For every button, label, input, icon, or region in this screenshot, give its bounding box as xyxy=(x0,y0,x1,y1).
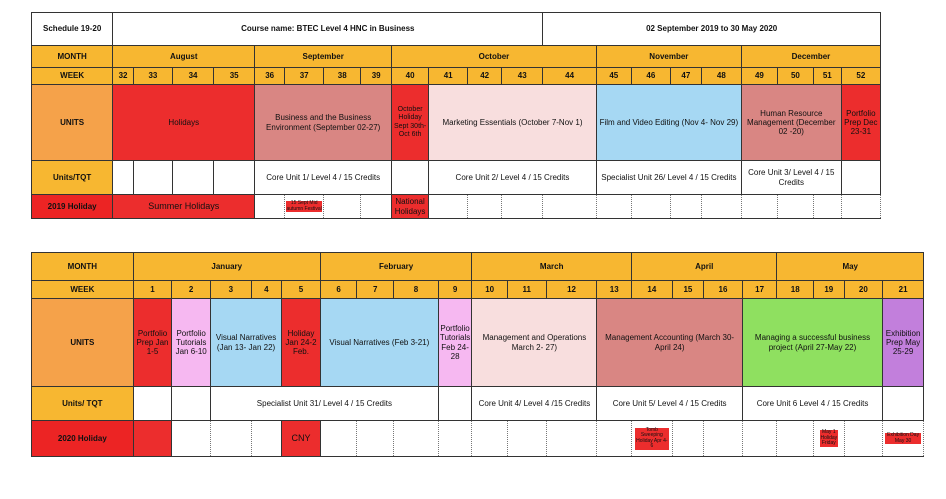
week-cell: 38 xyxy=(324,68,361,85)
holiday-label: 2020 Holiday xyxy=(32,421,134,457)
month-cell: October xyxy=(392,46,597,68)
week-cell: 8 xyxy=(394,281,439,299)
week-cell: 46 xyxy=(631,68,670,85)
week-label: WEEK xyxy=(32,281,134,299)
tqt-cell: Core Unit 5/ Level 4 / 15 Credits xyxy=(597,387,742,421)
holiday-cell: Exhibition Day May 30 xyxy=(887,432,920,444)
unit-block: Managing a successful business project (April 27-May 22) xyxy=(742,299,882,387)
week-cell: 48 xyxy=(701,68,741,85)
week-cell: 20 xyxy=(844,281,883,299)
week-cell: 51 xyxy=(813,68,841,85)
tqt-cell: Specialist Unit 31/ Level 4 / 15 Credits xyxy=(210,387,438,421)
unit-block: Human Resource Management (December 02 -20) xyxy=(741,85,841,161)
week-cell: 42 xyxy=(468,68,502,85)
week-cell: 49 xyxy=(741,68,777,85)
week-cell: 21 xyxy=(883,281,924,299)
tqt-cell: Core Unit 1/ Level 4 / 15 Credits xyxy=(255,161,392,195)
week-cell: 14 xyxy=(632,281,673,299)
month-cell: December xyxy=(741,46,880,68)
unit-block: Portfolio Tutorials Feb 24-28 xyxy=(438,299,472,387)
tqt-label: Units/TQT xyxy=(32,161,113,195)
unit-block: Exhibition Prep May 25-29 xyxy=(883,299,924,387)
holiday-cell: 15 Sept Mid autumn Festival xyxy=(286,200,322,212)
week-cell: 35 xyxy=(214,68,255,85)
week-cell: 10 xyxy=(472,281,508,299)
week-cell: 18 xyxy=(777,281,814,299)
week-cell: 6 xyxy=(320,281,357,299)
unit-block: Portfolio Prep Jan 1-5 xyxy=(133,299,172,387)
unit-block: Portfolio Tutorials Jan 6-10 xyxy=(172,299,211,387)
week-cell: 3 xyxy=(210,281,251,299)
unit-block: Holiday Jan 24-2 Feb. xyxy=(282,299,321,387)
week-cell: 33 xyxy=(133,68,172,85)
week-cell: 5 xyxy=(282,281,321,299)
unit-block: Management Accounting (March 30- April 24) xyxy=(597,299,742,387)
unit-block: Marketing Essentials (October 7-Nov 1) xyxy=(429,85,597,161)
unit-block: Visual Narratives (Jan 13- Jan 22) xyxy=(210,299,281,387)
week-cell: 16 xyxy=(704,281,743,299)
week-cell: 17 xyxy=(742,281,777,299)
week-cell: 32 xyxy=(113,68,134,85)
schedule-table-2020 xyxy=(31,252,924,457)
holiday-cell: CNY xyxy=(282,421,321,457)
unit-block: Holidays xyxy=(113,85,255,161)
week-cell: 9 xyxy=(438,281,472,299)
holiday-cell: Summer Holidays xyxy=(113,195,255,219)
month-cell: January xyxy=(133,253,320,281)
unit-block: Management and Operations March 2- 27) xyxy=(472,299,597,387)
month-cell: November xyxy=(596,46,741,68)
units-label: UNITS xyxy=(32,299,134,387)
tqt-cell: Core Unit 3/ Level 4 / 15 Credits xyxy=(741,161,841,195)
week-cell: 19 xyxy=(814,281,845,299)
week-cell: 50 xyxy=(777,68,813,85)
week-cell: 40 xyxy=(392,68,429,85)
units-label: UNITS xyxy=(32,85,113,161)
week-cell: 15 xyxy=(672,281,704,299)
unit-block: Visual Narratives (Feb 3-21) xyxy=(320,299,438,387)
tqt-cell: Specialist Unit 26/ Level 4 / 15 Credits xyxy=(596,161,741,195)
week-cell: 4 xyxy=(251,281,282,299)
schedule-title: Schedule 19-20 xyxy=(32,13,113,46)
course-name: Course name: BTEC Level 4 HNC in Business xyxy=(113,13,543,46)
holiday-cell: May 1 Holiday Friday xyxy=(820,429,838,447)
week-cell: 7 xyxy=(357,281,394,299)
week-cell: 44 xyxy=(543,68,597,85)
week-cell: 2 xyxy=(172,281,211,299)
month-cell: April xyxy=(632,253,777,281)
week-label: WEEK xyxy=(32,68,113,85)
week-cell: 13 xyxy=(597,281,632,299)
week-cell: 45 xyxy=(596,68,631,85)
month-cell: May xyxy=(777,253,924,281)
week-cell: 47 xyxy=(670,68,701,85)
tqt-cell: Core Unit 2/ Level 4 / 15 Credits xyxy=(429,161,597,195)
unit-block: Portfolio Prep Dec 23-31 xyxy=(841,85,880,161)
week-cell: 36 xyxy=(255,68,285,85)
holiday-cell: National Holidays xyxy=(392,195,429,219)
week-cell: 41 xyxy=(429,68,468,85)
date-range: 02 September 2019 to 30 May 2020 xyxy=(543,13,881,46)
month-cell: February xyxy=(320,253,472,281)
month-cell: August xyxy=(113,46,255,68)
unit-block: Business and the Business Environment (September 02-27) xyxy=(255,85,392,161)
week-cell: 1 xyxy=(133,281,172,299)
week-cell: 12 xyxy=(546,281,597,299)
month-label: MONTH xyxy=(32,253,134,281)
month-label: MONTH xyxy=(32,46,113,68)
tqt-cell: Core Unit 6 Level 4 / 15 Credits xyxy=(742,387,882,421)
tqt-label: Units/ TQT xyxy=(32,387,134,421)
week-cell: 52 xyxy=(841,68,880,85)
week-cell: 43 xyxy=(502,68,543,85)
unit-block: Film and Video Editing (Nov 4- Nov 29) xyxy=(596,85,741,161)
unit-block: October Holiday Sept 30th- Oct 6th xyxy=(392,85,429,161)
holiday-cell: Tomb Sweeping Holiday Apr 4-6 xyxy=(636,426,668,449)
holiday-label: 2019 Holiday xyxy=(32,195,113,219)
week-cell: 11 xyxy=(507,281,546,299)
week-cell: 39 xyxy=(361,68,392,85)
week-cell: 34 xyxy=(172,68,213,85)
week-cell: 37 xyxy=(285,68,324,85)
month-cell: March xyxy=(472,253,632,281)
tqt-cell: Core Unit 4/ Level 4 /15 Credits xyxy=(472,387,597,421)
schedule-table-2019 xyxy=(31,12,881,219)
month-cell: September xyxy=(255,46,392,68)
